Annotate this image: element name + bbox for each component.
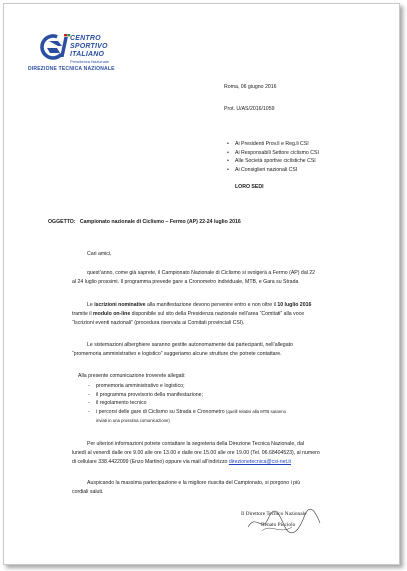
attachment-item: - promemoria amministrativo e logistico; [88,382,286,391]
signature-name: Renato Picciolo [261,522,296,528]
attachments-intro: Alla presente comunicazione troverete allegati: [78,373,186,379]
subject-text: Campionato nazionale di Ciclismo – Fermo (AP) 22-24 luglio 2016 [79,219,241,225]
recipient-item: • Alle Società sportive ciclistiche CSI [227,157,319,166]
paragraph-2-line-1 [87,302,311,310]
logo-line-2: SPORTIVO [70,43,108,50]
attachment-item: - il regolamento tecnico [88,399,286,408]
recipient-item: • Ai Responsabili Settore ciclismo CSI [227,149,319,158]
p2-bold-online-form: modulo on-line [93,311,131,317]
p2-bold-registrations: iscrizioni nominative [94,302,146,308]
closing-line-1: Auspicando la massima partecipazione e la migliore riuscita del Campionato, si porgono i più [87,480,301,486]
attachment-note-cont: inviati in una prossima comunicazione) [96,418,170,423]
recipients-footer: LORO SEDI [235,184,264,190]
p2-text: Le [87,302,95,308]
paragraph-2-line-3: “Iscrizioni eventi nazionali” (procedura riservata ai Comitati provinciali CSI). [72,320,245,326]
p2-bold-deadline: 10 luglio 2016 [277,302,312,308]
paragraph-4-line-1: Per ulteriori informazioni potrete contattare la segreteria della Direzione Tecnica Nazionale, dal [87,441,305,447]
attachments-list [88,382,286,416]
paragraph-4-line-2: lunedì al venerdì dalle ore 9.00 alle ore 13.00 e dalle ore 15.00 alle ore 19.00 (Tel. 06.68404523), al numero [72,450,320,456]
csi-logo-icon [40,34,74,62]
protocol-number: Prot. U/AS/2016/1059 [224,106,275,112]
greeting: Cari amici, [87,251,112,257]
handwritten-signature-icon [244,507,324,537]
p2-text: disponibile sul sito della Presidenza nazionale nell’area “Comitati” alla voce [130,311,305,317]
paragraph-1-line-1: quest’anno, come già saprete, il Campionato Nazionale di Ciclismo si svolgerà a Fermo (AP) dal 22 [87,270,316,276]
logo-direction: DIREZIONE TECNICA NAZIONALE [28,66,115,72]
p4-text: di cellulare 338.4422099 (Enzo Martino) oppure via mail all’indirizzo [72,459,229,465]
recipients-list [227,140,319,174]
paragraph-3-line-1: Le sistemazioni alberghiere saranno gestite autonomamente dai partecipanti, nell’allegato [87,342,293,348]
logo-line-1: CENTRO [70,35,101,42]
signature-title: Il Direttore Tecnico Nazionale [241,511,307,517]
attachment-item-text: i percorsi delle gare di Ciclismo su Strada e Cronometro [96,408,225,415]
paragraph-1-line-2: al 24 luglio prossimi. Il programma prevede gare a Cronometro individuale, MTB, e Gara su Strada [72,279,299,285]
attachment-item [88,408,286,417]
recipient-item: • Ai Presidenti Prov.li e Reg.li CSI [227,140,319,149]
letter-date: Roma, 06 giugno 2016 [224,84,277,90]
subject-label: OGGETTO: [48,219,76,225]
recipient-item: • Ai Consiglieri nazionali CSI [227,166,319,175]
csi-logo [28,34,150,82]
logo-line-3: ITALIANO [70,51,105,58]
paragraph-4-line-3 [72,459,291,467]
closing-line-2: cordiali saluti. [72,489,104,495]
paragraph-2-line-2 [72,311,304,319]
attachment-item: - il programma provvisorio della manifestazione; [88,391,286,400]
logo-presidency: Presidenza Nazionale [70,59,109,64]
email-link[interactable]: direzionetecnica@csi-net.it [228,459,291,465]
p2-text: tramite il [72,311,94,317]
paragraph-3-line-2: “promemoria amministrativo e logistico” suggeriamo alcune strutture che potrete contattare. [72,351,282,357]
attachment-note: (quelli relativi alla MTB saranno [226,408,286,414]
subject-line [48,219,241,227]
p2-text: alla manifestazione devono pervenire entro e non oltre il [145,302,278,308]
document-page [3,3,400,565]
